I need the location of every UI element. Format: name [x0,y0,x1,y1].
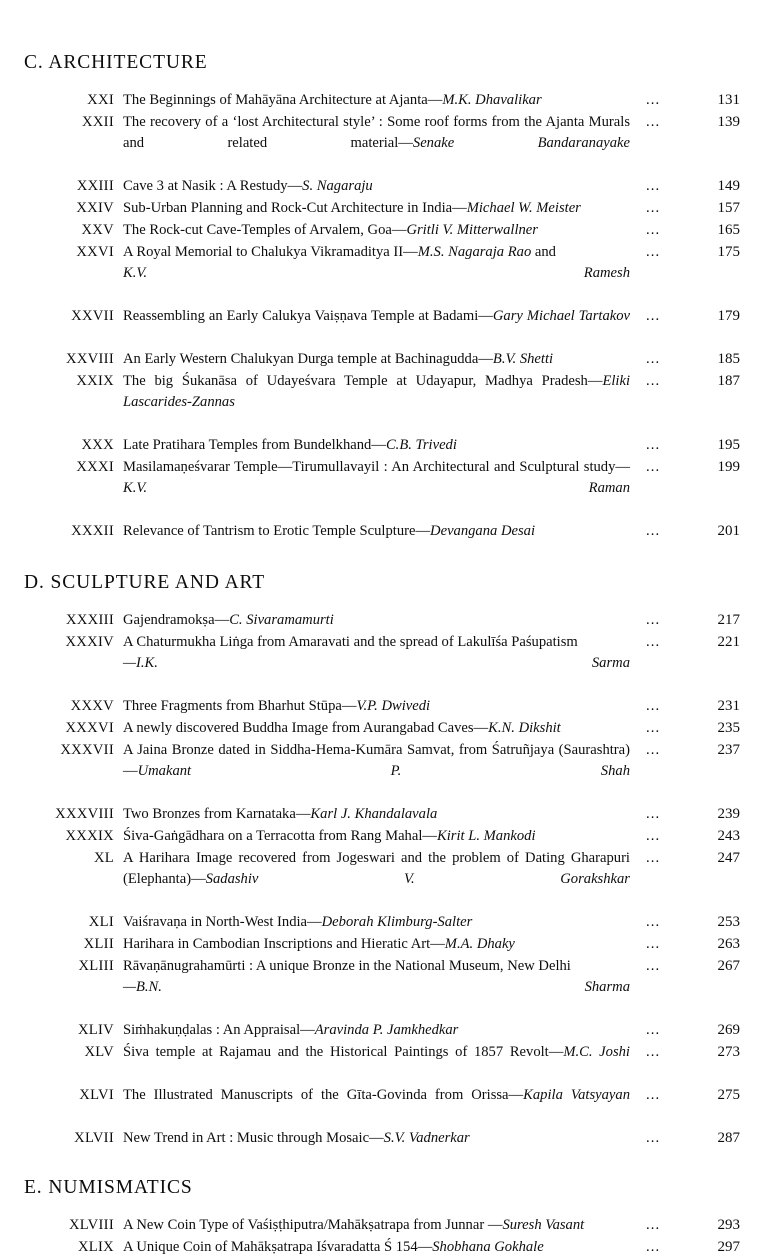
dot-leader: ... [646,459,661,475]
entry-title-line [123,1128,630,1149]
entry-body [123,435,630,456]
entry-numeral: XLVI [79,1087,114,1103]
entry-body [123,1237,630,1258]
entry-numeral: XXX [81,437,114,453]
dot-leader: ... [646,92,661,108]
entry-title: Rāvaṇānugrahamūrti : A unique Bronze in the National Museum, New Delhi [123,958,571,974]
toc-entry[interactable] [22,220,744,241]
entry-numeral: XXXVIII [55,806,114,822]
entry-body [123,826,630,847]
entry-numeral: XXXIII [66,612,114,628]
entry-title-line [123,1042,630,1084]
toc-entry[interactable] [22,804,744,825]
entry-numeral: XXIX [76,373,114,389]
entry-author: Sadashiv V. Gorakshkar [205,871,630,887]
entry-body [123,220,630,241]
toc-entry-list [22,610,744,1149]
entry-page-number[interactable]: 267 [717,958,740,974]
entry-numeral: XXXVII [60,742,114,758]
entry-page-ref [630,826,744,847]
entry-body [123,112,630,175]
entry-numeral: XXVIII [66,351,114,367]
section-heading: D. SCULPTURE AND ART [24,572,266,593]
entry-body [123,696,630,717]
entry-title: Siṁhakuṇḍalas : An Appraisal— [123,1022,315,1038]
entry-author: S. Nagaraju [302,178,373,194]
entry-author: Karl J. Khandalavala [310,806,438,822]
dot-leader: ... [646,936,661,952]
entry-author: Gary Michael Tartakov [492,308,630,324]
section-heading: C. ARCHITECTURE [24,52,208,73]
entry-numeral: XXXV [70,698,114,714]
toc-sections [22,52,744,1258]
entry-title-line [123,826,630,847]
dot-leader: ... [646,1022,661,1038]
entry-author: B.V. Shetti [492,351,554,367]
entry-author: Devangana Desai [430,523,536,539]
entry-title: Two Bronzes from Karnataka— [123,806,311,822]
entry-title-line [123,696,630,717]
entry-author: Kirit L. Mankodi [436,828,536,844]
entry-body [123,1128,630,1149]
entry-author: Eliki Lascarides-Zannas [123,373,630,410]
toc-entry[interactable] [22,912,744,933]
entry-author: K.V. Raman [123,480,630,496]
entry-title-line [123,112,630,175]
toc-entry[interactable] [22,242,744,305]
entry-page-ref [630,1237,744,1258]
entry-numeral: XLIX [77,1239,114,1255]
dot-leader: ... [646,244,661,260]
toc-entry[interactable] [22,740,744,803]
dot-leader: ... [646,698,661,714]
entry-page-number[interactable]: 157 [717,200,740,216]
entry-numeral: XLIV [77,1022,114,1038]
entry-title-line [123,610,630,631]
entry-title: Vaiśravaṇa in North-West India— [123,914,322,930]
entry-numeral: XXXIX [65,828,114,844]
dot-leader: ... [646,828,661,844]
entry-page-ref [630,718,744,739]
toc-entry[interactable] [22,1237,744,1258]
entry-page-number[interactable]: 239 [717,806,740,822]
entry-title-line [123,521,630,542]
dot-leader: ... [646,806,661,822]
entry-title-line [123,718,630,739]
entry-title-line [123,956,630,1019]
entry-body [123,242,630,305]
toc-entry[interactable] [22,349,744,370]
toc-entry[interactable] [22,198,744,219]
dot-leader: ... [646,178,661,194]
section-heading: E. NUMISMATICS [24,1177,193,1198]
entry-numeral: XXXII [71,523,114,539]
entry-body [123,306,630,348]
entry-title: A Jaina Bronze dated in Siddha-Hema-Kumāra Samvat, from Śatruñjaya (Saurashtra)— [123,742,630,779]
entry-page-ref [630,610,744,631]
entry-page-ref [630,912,744,933]
entry-author: M.K. Dhavalikar [442,92,542,108]
entry-body [123,848,630,911]
entry-title: Reassembling an Early Calukya Vaiṣṇava Temple at Badami— [123,308,493,324]
entry-title: The Beginnings of Mahāyāna Architecture at Ajanta— [123,92,443,108]
toc-entry[interactable] [22,306,744,348]
entry-author: Kapila Vatsyayan [523,1087,630,1103]
entry-body [123,90,630,111]
entry-numeral: XXV [81,222,114,238]
entry-numeral: XXXVI [65,720,114,736]
entry-author: V.P. Dwivedi [356,698,431,714]
toc-entry[interactable] [22,610,744,631]
entry-title: The big Śukanāsa of Udayeśvara Temple at Udayapur, Madhya Pradesh— [123,373,603,389]
entry-page-number[interactable]: 275 [717,1087,740,1103]
dot-leader: ... [646,222,661,238]
entry-page-ref [630,1042,744,1063]
entry-page-ref [630,306,744,327]
entry-page-number[interactable]: 231 [717,698,740,714]
entry-page-number[interactable]: 273 [717,1044,740,1060]
entry-page-ref [630,112,744,133]
entry-title: Cave 3 at Nasik : A Restudy— [123,178,303,194]
entry-page-ref [630,740,744,761]
entry-title-line [123,1020,630,1041]
toc-entry[interactable] [22,457,744,520]
entry-page-number[interactable]: 131 [717,92,740,108]
toc-entry[interactable] [22,435,744,456]
entry-page-ref [630,457,744,478]
entry-page-ref [630,1020,744,1041]
entry-author: Deborah Klimburg-Salter [321,914,473,930]
entry-page-ref [630,349,744,370]
entry-author: C. Sivaramamurti [229,612,334,628]
entry-body [123,1215,630,1236]
entry-author: C.B. Trivedi [385,437,457,453]
dot-leader: ... [646,742,661,758]
toc-entry[interactable] [22,371,744,434]
dot-leader: ... [646,114,661,130]
toc-entry[interactable] [22,521,744,542]
dot-leader: ... [646,850,661,866]
entry-page-number[interactable]: 199 [717,459,740,475]
entry-title: Śiva temple at Rajamau and the Historical Paintings of 1857 Revolt— [123,1044,564,1060]
toc-entry[interactable] [22,1020,744,1041]
entry-body [123,1085,630,1127]
toc-entry[interactable] [22,934,744,955]
entry-title-line [123,349,630,370]
dot-leader: ... [646,1130,661,1146]
dot-leader: ... [646,1239,661,1255]
entry-body [123,349,630,370]
entry-page-ref [630,176,744,197]
entry-page-number[interactable]: 297 [717,1239,740,1255]
entry-title: Gajendramokṣa— [123,612,230,628]
entry-page-number[interactable]: 269 [717,1022,740,1038]
entry-title: The Illustrated Manuscripts of the Gīta-Govinda from Orissa— [123,1087,524,1103]
entry-body [123,371,630,434]
entry-title-line [123,306,630,348]
entry-body [123,610,630,631]
entry-page-ref [630,956,744,977]
entry-numeral: XXIV [76,200,114,216]
entry-title: Masilamaṇeśvarar Temple—Tirumullavayil : An Architectural and Sculptural study— [123,459,630,475]
entry-title-line [123,198,630,219]
entry-author: Michael W. Meister [466,200,581,216]
toc-entry[interactable] [22,848,744,911]
entry-title: The Rock-cut Cave-Temples of Arvalem, Goa— [123,222,407,238]
entry-page-ref [630,1128,744,1149]
entry-author: Suresh Vasant [502,1217,585,1233]
dot-leader: ... [646,958,661,974]
toc-entry[interactable] [22,90,744,111]
entry-numeral: XXVII [71,308,114,324]
entry-title: A Chaturmukha Liṅga from Amaravati and the spread of Lakulīśa Paśupatism [123,634,578,650]
toc-entry[interactable] [22,176,744,197]
dot-leader: ... [646,612,661,628]
entry-author: Aravinda P. Jamkhedkar [314,1022,459,1038]
toc-entry[interactable] [22,112,744,175]
toc-entry[interactable] [22,1128,744,1149]
dot-leader: ... [646,634,661,650]
entry-author: M.A. Dhaky [444,936,515,952]
entry-numeral: XLI [88,914,114,930]
entry-page-number[interactable]: 175 [717,244,740,260]
entry-author: S.V. Vadnerkar [383,1130,470,1146]
entry-page-number[interactable]: 243 [717,828,740,844]
entry-author: Senake Bandaranayake [412,135,630,151]
entry-body [123,176,630,197]
entry-title: An Early Western Chalukyan Durga temple at Bachinagudda— [123,351,493,367]
entry-page-ref [630,934,744,955]
entry-numeral: XL [93,850,114,866]
entry-body [123,718,630,739]
entry-author: Shobhana Gokhale [432,1239,544,1255]
dot-leader: ... [646,373,661,389]
entry-title-line [123,912,630,933]
entry-title-line [123,220,630,241]
dot-leader: ... [646,308,661,324]
entry-body [123,740,630,803]
entry-page-number[interactable]: 235 [717,720,740,736]
entry-title-line [123,934,630,955]
entry-title-line [123,457,630,520]
toc-entry-list [22,1215,744,1258]
entry-title-line [123,371,630,434]
entry-body [123,521,630,542]
entry-numeral: XXIII [76,178,114,194]
entry-author: —I.K. Sarma [123,655,630,671]
section-numismatics [22,1177,744,1258]
entry-body [123,1020,630,1041]
entry-title-line [123,632,630,695]
entry-title-line [123,848,630,911]
entry-page-number[interactable]: 185 [717,351,740,367]
entry-page-ref [630,521,744,542]
entry-title: Śiva-Gaṅgādhara on a Terracotta from Rang Mahal— [123,828,437,844]
entry-numeral: XXI [87,92,114,108]
toc-entry[interactable] [22,718,744,739]
entry-title-line [123,740,630,803]
entry-page-number[interactable]: 247 [717,850,740,866]
entry-page-ref [630,242,744,263]
entry-title: A Unique Coin of Mahākṣatrapa Iśvaradatta Ś 154— [123,1239,433,1255]
entry-title: Late Pratihara Temples from Bundelkhand— [123,437,386,453]
entry-title: A Harihara Image recovered from Jogeswari and the problem of Dating Gharapuri (Elephanta)— [123,850,630,887]
toc-entry-list [22,90,744,542]
entry-page-ref [630,198,744,219]
entry-author: Umakant P. Shah [137,763,630,779]
entry-author-continued: K.V. Ramesh [123,265,630,281]
entry-title-line [123,90,630,111]
toc-entry[interactable] [22,1215,744,1236]
dot-leader: ... [646,351,661,367]
entry-body [123,956,630,1019]
entry-title: The recovery of a ‘lost Architectural style’ : Some roof forms from the Ajanta Murals and related material— [123,114,630,151]
entry-page-number[interactable]: 139 [717,114,740,130]
entry-title: A newly discovered Buddha Image from Aurangabad Caves— [123,720,489,736]
entry-page-ref [630,696,744,717]
entry-page-ref [630,371,744,392]
dot-leader: ... [646,1217,661,1233]
entry-page-ref [630,1215,744,1236]
entry-author: K.N. Dikshit [488,720,561,736]
entry-page-number[interactable]: 201 [717,523,740,539]
entry-title-line [123,1237,630,1258]
entry-body [123,1042,630,1084]
entry-body [123,804,630,825]
dot-leader: ... [646,523,661,539]
section-architecture [22,52,744,542]
toc-entry[interactable] [22,1085,744,1127]
entry-author-suffix: and [531,244,556,260]
entry-body [123,912,630,933]
entry-page-number[interactable]: 237 [717,742,740,758]
entry-page-number[interactable]: 179 [717,308,740,324]
entry-numeral: XXXIV [65,634,114,650]
entry-title: A New Coin Type of Vaśiṣṭhiputra/Mahākṣatrapa from Junnar — [123,1217,503,1233]
entry-numeral: XLVII [74,1130,114,1146]
entry-numeral: XLV [84,1044,114,1060]
entry-page-number[interactable]: 221 [717,634,740,650]
entry-title: Three Fragments from Bharhut Stūpa— [123,698,357,714]
entry-page-number[interactable]: 195 [717,437,740,453]
entry-page-number[interactable]: 253 [717,914,740,930]
entry-page-number[interactable]: 287 [717,1130,740,1146]
dot-leader: ... [646,720,661,736]
entry-body [123,457,630,520]
entry-numeral: XXII [82,114,114,130]
toc-entry[interactable] [22,1042,744,1084]
entry-title-line [123,1215,630,1236]
entry-title: Sub-Urban Planning and Rock-Cut Architecture in India— [123,200,467,216]
entry-title: A Royal Memorial to Chalukya Vikramaditya II— [123,244,418,260]
entry-author: M.S. Nagaraja Rao [417,244,532,260]
entry-page-ref [630,1085,744,1106]
entry-page-ref [630,220,744,241]
entry-numeral: XLIII [78,958,114,974]
entry-title: Relevance of Tantrism to Erotic Temple Sculpture— [123,523,431,539]
entry-title-line [123,176,630,197]
section-sculpture-and-art [22,572,744,1149]
toc-entry[interactable] [22,696,744,717]
entry-author: M.C. Joshi [563,1044,630,1060]
entry-page-number[interactable]: 149 [717,178,740,194]
entry-page-ref [630,435,744,456]
entry-page-ref [630,632,744,653]
toc-entry[interactable] [22,956,744,1019]
entry-page-number[interactable]: 217 [717,612,740,628]
entry-title-line [123,804,630,825]
entry-author: —B.N. Sharma [123,979,630,995]
entry-body [123,934,630,955]
entry-page-ref [630,90,744,111]
entry-page-number[interactable]: 293 [717,1217,740,1233]
entry-numeral: XLII [83,936,114,952]
toc-entry[interactable] [22,826,744,847]
toc-entry[interactable] [22,632,744,695]
dot-leader: ... [646,200,661,216]
entry-title-line [123,435,630,456]
entry-page-ref [630,804,744,825]
entry-title: Harihara in Cambodian Inscriptions and Hieratic Art— [123,936,445,952]
entry-title: New Trend in Art : Music through Mosaic— [123,1130,384,1146]
entry-numeral: XXXI [76,459,114,475]
entry-page-number[interactable]: 165 [717,222,740,238]
entry-page-ref [630,848,744,869]
dot-leader: ... [646,1044,661,1060]
entry-title-line [123,1085,630,1127]
dot-leader: ... [646,437,661,453]
entry-numeral: XLVIII [68,1217,114,1233]
entry-title-line [123,242,630,305]
dot-leader: ... [646,914,661,930]
dot-leader: ... [646,1087,661,1103]
entry-body [123,632,630,695]
entry-numeral: XXVI [76,244,114,260]
entry-body [123,198,630,219]
entry-author: Gritli V. Mitterwallner [406,222,538,238]
entry-page-number[interactable]: 263 [717,936,740,952]
entry-page-number[interactable]: 187 [717,373,740,389]
